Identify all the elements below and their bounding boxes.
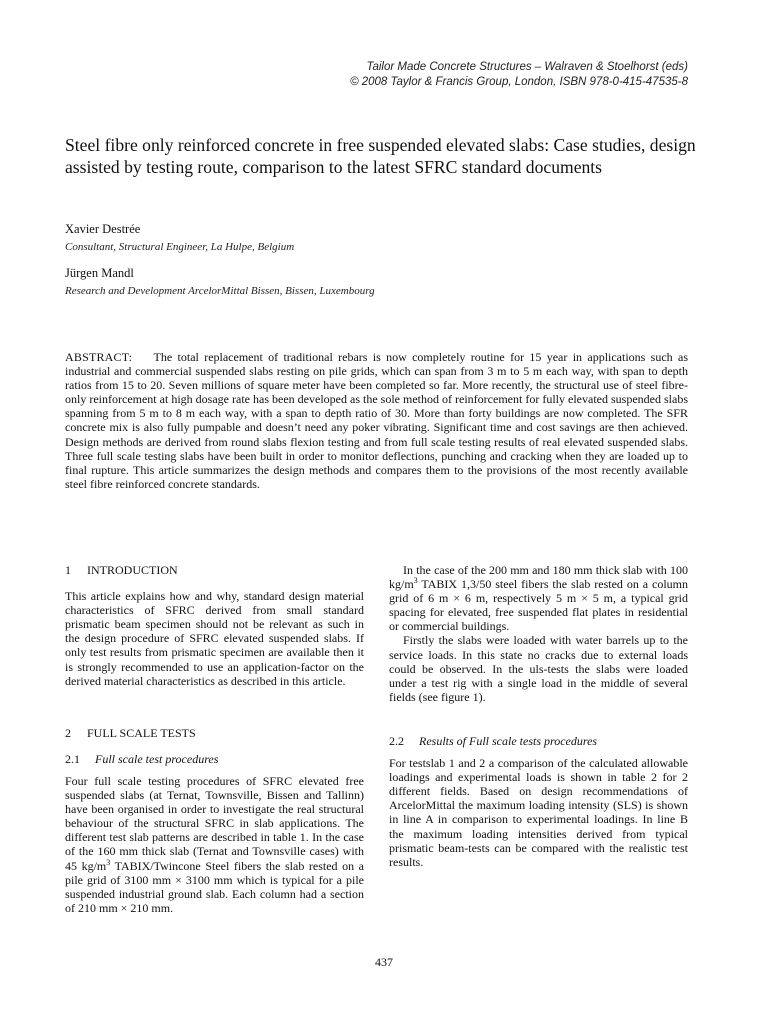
results-paragraph: For testslab 1 and 2 a comparison of the calculated allowable loadings and experimental loads is shown in table 2 for 2 different fields. Based on design recommendations of ArcelorMittal the maximum loading intensity (SLS) is shown in line A in comparison to experimental loadings. In line B the maximum loading intensities derived from typical prismatic beam-tests can be compared with the realistic test results. [389, 756, 688, 869]
full-scale-paragraph-1: Four full scale testing procedures of SFRC elevated free suspended slabs (at Ternat, Townsville, Bissen and Tallinn) have been organised in order to investigate the real structural behaviour of the structural SFRC in slab applications. The different test slab patterns are described in table 1. In the case of the 160 mm thick slab (Ternat and Townsville cases) with 45 $kg/m^3$ TABIX/Twincone Steel fibers the slab rested on a pile grid of 3100 mm × 3100 mm which is typical for a pile suspended industrial ground slab. Each column had a section of 210 mm × 210 mm. [65, 773, 364, 915]
header-line-1: Tailor Made Concrete Structures – Walraven & Stoelhorst (eds) [366, 61, 688, 73]
author-name-2: Jürgen Mandl [65, 266, 134, 280]
section-heading-full-scale-tests: 2 FULL SCALE TESTS [65, 725, 196, 740]
author-name-1: Xavier Destrée [65, 222, 141, 236]
section-heading-introduction: 1 INTRODUCTION [65, 563, 178, 577]
full-scale-paragraph-3: Firstly the slabs were loaded with water barrels up to the service loads. In this state no cracks due to external loads could be observed. In the uls-tests the slabs were loaded under a test rig with a single load in the middle of several fields (see figure 1). [389, 633, 688, 704]
page-number: 437 [375, 955, 393, 969]
paper-title: Steel fibre only reinforced concrete in free suspended elevated slabs: Case studies, design assisted by testing route, comparison to the latest SFRC standard documents [65, 135, 696, 177]
abstract-label: ABSTRACT: [65, 350, 133, 364]
subsection-heading-2-1: 2.1 Full scale test procedures [65, 751, 219, 766]
intro-paragraph: This article explains how and why, standard design material characteristics of SFRC derived from small standard prismatic beam specimen should not be relevant as such in the design procedure of SFRC elevated suspended slabs. If only test results from prismatic specimen are available then it is strongly recommended to use an application-factor on the derived material characteristics as described in this article. [65, 589, 364, 688]
running-header [128, 60, 688, 90]
left-column [65, 563, 364, 915]
author-affiliation-1: Consultant, Structural Engineer, La Hulpe, Belgium [65, 241, 295, 253]
header-line-2: © 2008 Taylor & Francis Group, London, ISBN 978-0-415-47535-8 [350, 76, 688, 88]
full-scale-paragraph-2: In the case of the 200 mm and 180 mm thick slab with 100 $kg/m^3$ TABIX 1,3/50 steel fibers the slab rested on a column grid of 6 m × 6 m, respectively 5 m × 5 m, a typical grid spacing for elevated, free suspended flat plates in residential or commercial buildings. [389, 563, 688, 634]
subsection-heading-2-2: 2.2 Results of Full scale tests procedures [389, 733, 598, 748]
abstract [65, 350, 688, 491]
abstract-text: The total replacement of traditional rebars is now completely routine for 15 year in applications such as industrial and commercial suspended slabs resting on pile grids, which can span from 3 m to 5 m each way, with span to depth ratios from 15 to 20. Seven millions of square meter have been completed so far. More recently, the structural use of steel fibre-only reinforcement at high dosage rate has been developed as the sole method of reinforcement for fully elevated suspended slabs spanning from 5 m to 8 m each way, with a span to depth ratio of 30. More than forty buildings are now completed. The SFR concrete mix is also fully pumpable and doesn’t need any poker vibrating. Significant time and cost savings are then achieved. Design methods are derived from round slabs flexion testing and from full scale testing results of real elevated suspended slabs. Three full scale testing slabs have been built in order to monitor deflections, punching and cracking when they are loaded up to final rupture. This article summarizes the design methods and compares them to the provisions of the most recently available steel fibre reinforced concrete standards. [65, 350, 689, 491]
author-affiliation-2: Research and Development ArcelorMittal Bissen, Bissen, Luxembourg [65, 285, 375, 297]
right-column-content [389, 563, 688, 869]
